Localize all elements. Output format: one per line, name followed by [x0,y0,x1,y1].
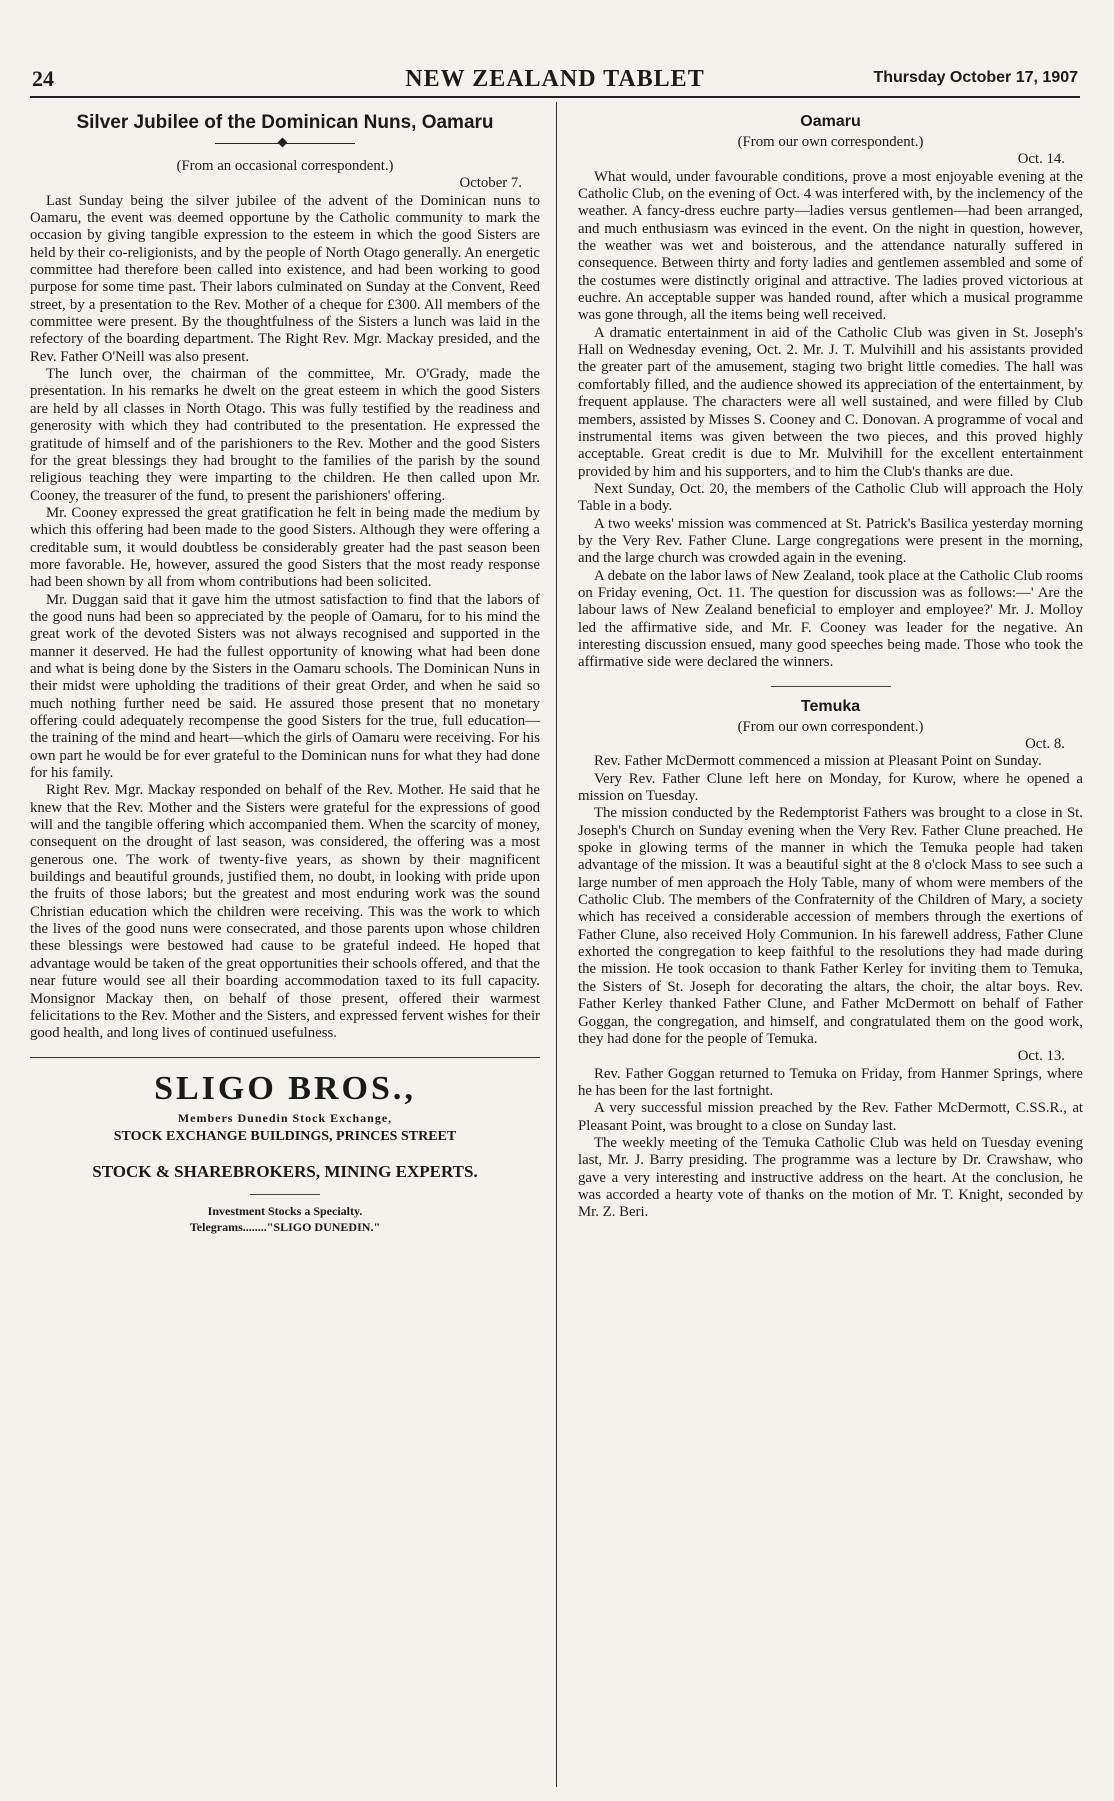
article-paragraph: The mission conducted by the Redemptorist Fathers was brought to a close in St. Joseph's Church on Sunday evening when the Very Rev. Father Clune preached. He spoke in glowing terms of the manner in which the Temuka people had taken advantage of the mission. It was a beautiful sight at the 8 o'clock Mass to see such a large number of men approach the Holy Table, many of whom were members of the Catholic Club. The members of the Confraternity of the Children of Mary, a society which has received a considerable accession of members through the exertions of Father Clune, also received Holy Communion. In his farewell address, Father Clune exhorted the congregation to keep faithful to the resolutions they had made during the mission. He took occasion to thank Father Kerley for inviting them to Temuka, the Sisters of St. Joseph for decorating the altars, the choir, the altar boys. Rev. Father Kerley thanked Father Clune, and Father McDermott on behalf of Father Goggan, the congregation, and himself, and congratulated them on the good work, they had done for the people of Temuka. [578,805,1083,1047]
ad-divider [250,1194,320,1195]
ad-specialty: Investment Stocks a Specialty. [207,1203,363,1218]
left-column [30,112,540,1235]
article-paragraph: Mr. Cooney expressed the great gratification he felt in being made the medium by which this offering had been made to the good Sisters. Although they were offering a creditable sum, it would doubtless be considerably greater had the past season been more favorable. He, however, assured the good Sisters that the most ready response had been shown by all from whom contributions had been solicited. [30,504,540,591]
masthead: NEW ZEALAND TABLET [405,66,705,92]
ad-business: STOCK & SHAREBROKERS, MINING EXPERTS. [92,1161,478,1181]
advertisement [30,1057,540,1235]
article-paragraph: Next Sunday, Oct. 20, the members of the Catholic Club will approach the Holy Table in a body. [578,480,1083,515]
dateline: Oct. 8. [1025,736,1065,752]
column-divider [556,102,557,1787]
article-paragraph: What would, under favourable conditions, prove a most enjoyable evening at the Catholic Club, on the evening of Oct. 4 was interfered with, by the inclemency of the weather. A fancy-dress euchre party—ladies versus gentlemen—had been arranged, and much enthusiasm was evinced in the event. On the night in question, however, the weather was wet and boisterous, and the attendance naturally suffered in consequence. Between thirty and forty ladies and gentlemen assembled and some of the costumes were distinctly original and attractive. The ladies proved victorious at euchre. An acceptable supper was handed round, after which a musical programme was gone through, all the items being well received. [578,168,1083,324]
dateline: October 7. [459,175,522,192]
page-number: 24 [32,66,54,91]
page-header [30,66,1080,98]
article-paragraph: Mr. Duggan said that it gave him the utmost satisfaction to find that the labors of the good nuns had been so appreciated by the people of Oamaru, for to his mind the great work of the devoted Sisters was not always recognised and supported in the manner it deserved. He had the fullest opportunity of knowing what had been done and what is being done by the Sisters in the Oamaru schools. The Dominican Nuns in their midst were upholding the traditions of their great Order, and when he said so much nothing further need be said. He assured those present that no monetary offering could adequately recompense the good Sisters for the true, full education—the training of the mind and heart—which the girls of Oamaru were receiving. For his own part he would be for ever grateful to the Dominican nuns for what they had done for his family. [30,591,540,782]
article-paragraph: Rev. Father McDermott commenced a mission at Pleasant Point on Sunday. [594,753,1042,770]
correspondent-line: (From our own correspondent.) [737,134,924,150]
article-paragraph: The lunch over, the chairman of the committee, Mr. O'Grady, made the presentation. In his remarks he dwelt on the great esteem in which the good Sisters are held by all classes in North Otago. This was fully testified by the readiness and generosity with which they had contributed to the presentation. He expressed the gratitude of himself and of the parishioners to the Rev. Mother and the good Sisters for the great blessings they had brought to the families of the parish by the sound religious teaching they were imparting to the children. He then called upon Mr. Cooney, the treasurer of the fund, to present the parishioners' offering. [30,366,540,504]
ad-firm-name: SLIGO BROS., [154,1069,416,1107]
ad-rule [30,1057,540,1058]
dateline: Oct. 13. [1017,1048,1065,1065]
correspondent-line: (From our own correspondent.) [737,718,924,735]
article-title: Silver Jubilee of the Dominican Nuns, Oamaru [76,112,494,133]
article-paragraph: A dramatic entertainment in aid of the Catholic Club was given in St. Joseph's Hall on Wednesday evening, Oct. 2. Mr. J. T. Mulvihill and his assistants provided the greater part of the amusement, staging two bright little comedies. The hall was comfortably filled, and the audience showed its appreciation of the entertainment, by frequent applause. The characters were all well sustained, and were filled by Club members, assisted by Misses S. Cooney and C. Donovan. A programme of vocal and instrumental items was given between the two pieces, and this proved highly acceptable. Great credit is due to Mr. Mulvihill for the excellent entertainment provided by him and his supporters, and to him the Club's thanks are due. [578,324,1083,480]
correspondent-line: (From an occasional correspondent.) [176,158,394,174]
article-paragraph: A very successful mission preached by the Rev. Father McDermott, C.SS.R., at Pleasant Point, was brought to a close on Sunday last. [578,1100,1083,1134]
ad-membership: Members Dunedin Stock Exchange, [177,1110,393,1125]
dateline: Oct. 14. [1017,151,1065,168]
article-paragraph: The weekly meeting of the Temuka Catholic Club was held on Tuesday evening last, Mr. J. Barry presiding. The programme was a lecture by Dr. Crawshaw, who gave a very interesting and instructive address on the heart. At the conclusion, he was accorded a hearty vote of thanks on the motion of Mr. T. Knight, seconded by Mr. Z. Beri. [578,1134,1083,1221]
section-title-oamaru: Oamaru [800,113,861,130]
article-paragraph: Right Rev. Mgr. Mackay responded on behalf of the Rev. Mother. He said that he knew that the Rev. Mother and the Sisters were grateful for the expressions of good will and the tangible offering which accompanied them. When the scarcity of money, consequent on the drought of last season, was considered, the offering was a most generous one. The work of twenty-five years, as shown by their magnificent buildings and beautiful grounds, justified them, no doubt, in looking with pride upon the fruits of those labors; but the greatest and most enduring work was the sound Christian education which the children were receiving. This was the work to which the lives of the good nuns were consecrated, and those parents upon whose children these blessings were bestowed had cause to be grateful indeed. He hoped that advantage would be taken of the great opportunities their schools offered, and that the near future would see all their boarding accommodation taxed to its full capacity. Monsignor Mackay then, on behalf of those present, offered their warmest felicitations to the Rev. Mother and the Sisters, and expressed fervent wishes for their good health, and long lives of continued usefulness. [30,782,540,1042]
ad-telegrams: Telegrams........"SLIGO DUNEDIN." [189,1219,381,1234]
issue-date: Thursday October 17, 1907 [873,69,1078,86]
section-separator [771,686,891,687]
article-paragraph: Last Sunday being the silver jubilee of the advent of the Dominican nuns to Oamaru, the event was deemed opportune by the Catholic community to mark the occasion by giving tangible expression to the esteem in which the good Sisters are held by their co-religionists, and by the people of North Otago generally. An energetic committee had therefore been called into existence, and had been working to good purpose for some time past. Their labors culminated on Sunday at the Convent, Reed street, by a presentation to the Rev. Mother of a cheque for £300. All members of the committee were present. By the thoughtfulness of the Sisters a lunch was laid in the refectory of the boarding department. The Right Rev. Mgr. Mackay presided, and the Rev. Father O'Neill was also present. [30,192,540,365]
section-title-temuka: Temuka [800,697,861,715]
article-paragraph: A two weeks' mission was commenced at St. Patrick's Basilica yesterday morning by the Very Rev. Father Clune. Large congregations were present in the morning, and the large church was crowded again in the evening. [578,515,1083,567]
article-paragraph: Very Rev. Father Clune left here on Monday, for Kurow, where he opened a mission on Tuesday. [578,770,1083,805]
right-column [578,112,1083,1222]
title-ornament [215,138,355,150]
article-paragraph: A debate on the labor laws of New Zealand, took place at the Catholic Club rooms on Friday evening, Oct. 11. The question for discussion was as follows:—' Are the labour laws of New Zealand beneficial to employer and employee?' Mr. J. Molloy led the affirmative side, and Mr. F. Cooney was leader for the negative. An interesting discussion ensued, many good speeches being made. Those who took the affirmative side were declared the winners. [578,567,1083,671]
article-paragraph: Rev. Father Goggan returned to Temuka on Friday, from Hanmer Springs, where he has been for the last fortnight. [578,1065,1083,1099]
ad-address: STOCK EXCHANGE BUILDINGS, PRINCES STREET [113,1128,457,1144]
